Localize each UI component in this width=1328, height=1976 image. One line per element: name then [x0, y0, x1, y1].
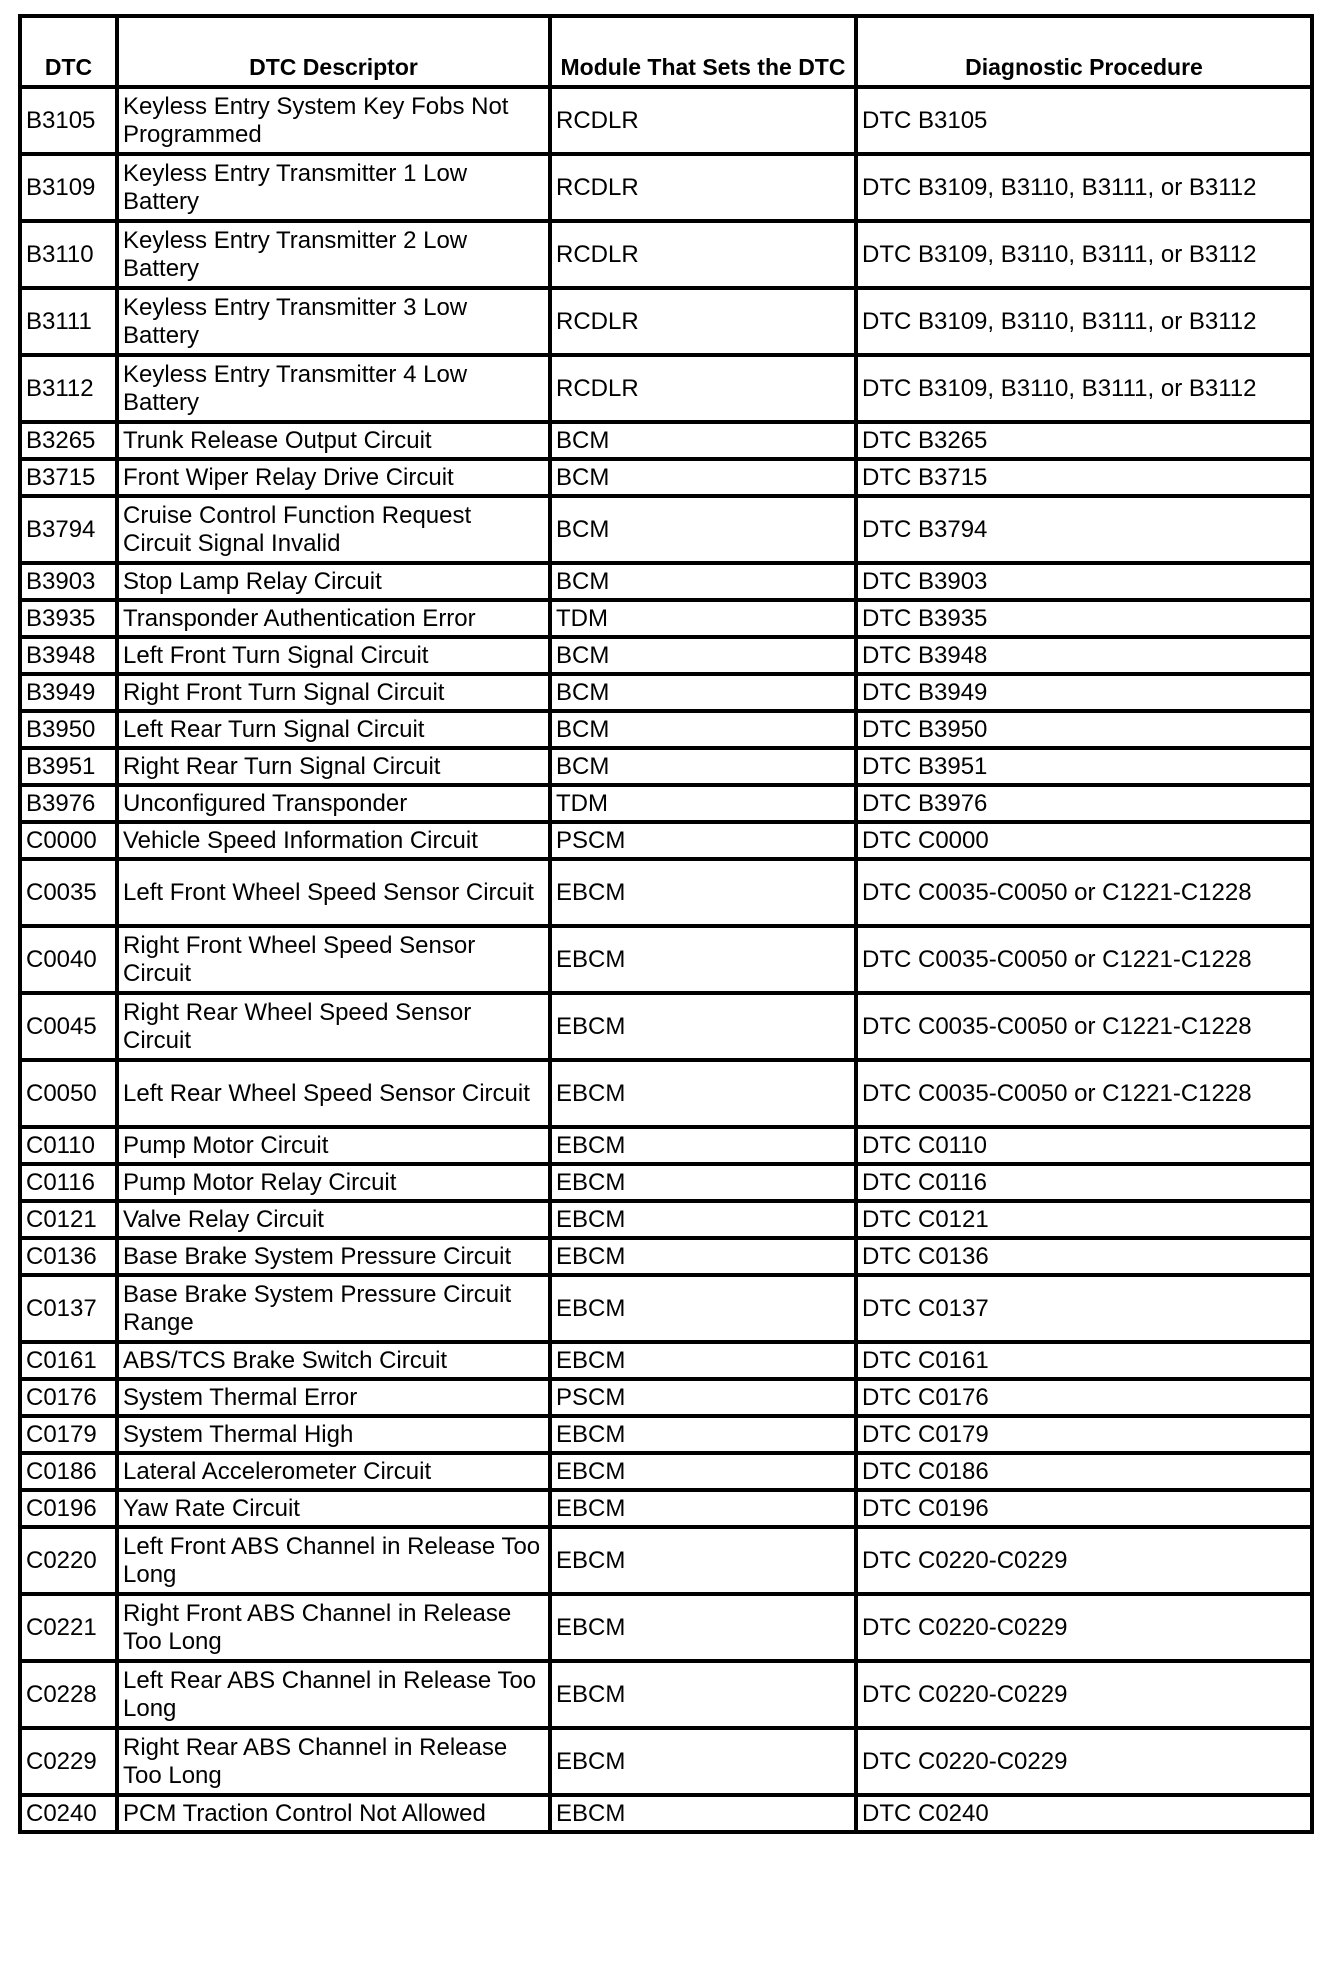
dtc-descriptor-cell: Trunk Release Output Circuit: [117, 422, 550, 459]
module-cell: EBCM: [550, 859, 856, 926]
table-row: [20, 221, 1312, 288]
dtc-descriptor-cell: Keyless Entry Transmitter 4 Low Battery: [117, 355, 550, 422]
dtc-descriptor-cell: Pump Motor Circuit: [117, 1127, 550, 1164]
dtc-code-cell: C0196: [20, 1490, 117, 1527]
dtc-descriptor-cell: Left Front ABS Channel in Release Too Long: [117, 1527, 550, 1594]
diagnostic-procedure-cell: DTC C0176: [856, 1379, 1312, 1416]
diagnostic-procedure-cell: DTC C0035-C0050 or C1221-C1228: [856, 1060, 1312, 1127]
module-cell: RCDLR: [550, 221, 856, 288]
header-row: [20, 16, 1312, 87]
dtc-code-cell: C0220: [20, 1527, 117, 1594]
dtc-code-cell: C0221: [20, 1594, 117, 1661]
table-row: [20, 563, 1312, 600]
table-row: [20, 1453, 1312, 1490]
module-cell: EBCM: [550, 1661, 856, 1728]
table-row: [20, 1661, 1312, 1728]
dtc-code-cell: C0110: [20, 1127, 117, 1164]
dtc-code-cell: B3948: [20, 637, 117, 674]
dtc-descriptor-cell: Keyless Entry Transmitter 1 Low Battery: [117, 154, 550, 221]
dtc-descriptor-cell: System Thermal Error: [117, 1379, 550, 1416]
diagnostic-procedure-cell: DTC C0240: [856, 1795, 1312, 1832]
table-row: [20, 859, 1312, 926]
table-row: [20, 1164, 1312, 1201]
diagnostic-procedure-cell: DTC B3105: [856, 87, 1312, 154]
dtc-table-container: [18, 14, 1310, 1834]
diagnostic-procedure-cell: DTC C0196: [856, 1490, 1312, 1527]
table-row: [20, 1127, 1312, 1164]
module-cell: RCDLR: [550, 87, 856, 154]
diagnostic-procedure-cell: DTC C0000: [856, 822, 1312, 859]
table-row: [20, 637, 1312, 674]
module-cell: EBCM: [550, 1342, 856, 1379]
diagnostic-procedure-cell: DTC C0136: [856, 1238, 1312, 1275]
table-row: [20, 154, 1312, 221]
diagnostic-procedure-cell: DTC C0161: [856, 1342, 1312, 1379]
dtc-descriptor-cell: Yaw Rate Circuit: [117, 1490, 550, 1527]
dtc-descriptor-cell: PCM Traction Control Not Allowed: [117, 1795, 550, 1832]
diagnostic-procedure-cell: DTC C0116: [856, 1164, 1312, 1201]
module-cell: EBCM: [550, 1201, 856, 1238]
module-cell: BCM: [550, 748, 856, 785]
diagnostic-procedure-cell: DTC B3109, B3110, B3111, or B3112: [856, 221, 1312, 288]
table-row: [20, 1795, 1312, 1832]
table-row: [20, 993, 1312, 1060]
diagnostic-procedure-cell: DTC C0035-C0050 or C1221-C1228: [856, 926, 1312, 993]
diagnostic-procedure-cell: DTC C0220-C0229: [856, 1527, 1312, 1594]
diagnostic-procedure-cell: DTC B3951: [856, 748, 1312, 785]
table-row: [20, 1490, 1312, 1527]
dtc-descriptor-cell: Left Front Wheel Speed Sensor Circuit: [117, 859, 550, 926]
table-row: [20, 1342, 1312, 1379]
dtc-code-cell: C0040: [20, 926, 117, 993]
dtc-descriptor-cell: ABS/TCS Brake Switch Circuit: [117, 1342, 550, 1379]
dtc-descriptor-cell: Left Rear Turn Signal Circuit: [117, 711, 550, 748]
dtc-descriptor-cell: Right Rear ABS Channel in Release Too Long: [117, 1728, 550, 1795]
diagnostic-procedure-cell: DTC B3949: [856, 674, 1312, 711]
table-row: [20, 926, 1312, 993]
diagnostic-procedure-cell: DTC B3794: [856, 496, 1312, 563]
table-row: [20, 1594, 1312, 1661]
diagnostic-procedure-cell: DTC C0121: [856, 1201, 1312, 1238]
dtc-descriptor-cell: Keyless Entry System Key Fobs Not Programmed: [117, 87, 550, 154]
dtc-descriptor-cell: Transponder Authentication Error: [117, 600, 550, 637]
module-cell: EBCM: [550, 1453, 856, 1490]
dtc-code-cell: C0035: [20, 859, 117, 926]
dtc-descriptor-cell: Cruise Control Function Request Circuit Signal Invalid: [117, 496, 550, 563]
dtc-code-cell: C0045: [20, 993, 117, 1060]
dtc-code-cell: C0228: [20, 1661, 117, 1728]
dtc-code-cell: C0116: [20, 1164, 117, 1201]
module-cell: BCM: [550, 563, 856, 600]
dtc-descriptor-cell: Keyless Entry Transmitter 3 Low Battery: [117, 288, 550, 355]
table-row: [20, 355, 1312, 422]
diagnostic-procedure-cell: DTC C0220-C0229: [856, 1728, 1312, 1795]
table-row: [20, 1201, 1312, 1238]
header-dtc: DTC: [20, 16, 117, 87]
dtc-descriptor-cell: System Thermal High: [117, 1416, 550, 1453]
dtc-descriptor-cell: Unconfigured Transponder: [117, 785, 550, 822]
dtc-descriptor-cell: Left Rear ABS Channel in Release Too Long: [117, 1661, 550, 1728]
dtc-descriptor-cell: Base Brake System Pressure Circuit Range: [117, 1275, 550, 1342]
dtc-code-cell: C0121: [20, 1201, 117, 1238]
module-cell: EBCM: [550, 1416, 856, 1453]
header-dtc-descriptor: DTC Descriptor: [117, 16, 550, 87]
table-row: [20, 459, 1312, 496]
header-module: Module That Sets the DTC: [550, 16, 856, 87]
dtc-descriptor-cell: Front Wiper Relay Drive Circuit: [117, 459, 550, 496]
dtc-descriptor-cell: Left Rear Wheel Speed Sensor Circuit: [117, 1060, 550, 1127]
diagnostic-procedure-cell: DTC B3903: [856, 563, 1312, 600]
dtc-descriptor-cell: Valve Relay Circuit: [117, 1201, 550, 1238]
module-cell: BCM: [550, 422, 856, 459]
dtc-code-cell: B3935: [20, 600, 117, 637]
module-cell: BCM: [550, 496, 856, 563]
dtc-descriptor-cell: Base Brake System Pressure Circuit: [117, 1238, 550, 1275]
table-row: [20, 1275, 1312, 1342]
dtc-descriptor-cell: Right Front ABS Channel in Release Too Long: [117, 1594, 550, 1661]
diagnostic-procedure-cell: DTC B3976: [856, 785, 1312, 822]
module-cell: TDM: [550, 785, 856, 822]
module-cell: TDM: [550, 600, 856, 637]
module-cell: EBCM: [550, 1527, 856, 1594]
dtc-code-cell: C0176: [20, 1379, 117, 1416]
dtc-descriptor-cell: Right Rear Turn Signal Circuit: [117, 748, 550, 785]
table-row: [20, 496, 1312, 563]
module-cell: EBCM: [550, 1594, 856, 1661]
diagnostic-procedure-cell: DTC B3109, B3110, B3111, or B3112: [856, 288, 1312, 355]
module-cell: RCDLR: [550, 355, 856, 422]
diagnostic-procedure-cell: DTC B3950: [856, 711, 1312, 748]
dtc-code-cell: B3951: [20, 748, 117, 785]
dtc-code-cell: B3112: [20, 355, 117, 422]
dtc-code-cell: C0136: [20, 1238, 117, 1275]
table-row: [20, 1379, 1312, 1416]
dtc-code-cell: C0240: [20, 1795, 117, 1832]
dtc-code-cell: B3111: [20, 288, 117, 355]
dtc-code-cell: B3949: [20, 674, 117, 711]
module-cell: RCDLR: [550, 154, 856, 221]
table-row: [20, 1527, 1312, 1594]
dtc-descriptor-cell: Lateral Accelerometer Circuit: [117, 1453, 550, 1490]
diagnostic-procedure-cell: DTC B3109, B3110, B3111, or B3112: [856, 154, 1312, 221]
diagnostic-procedure-cell: DTC B3265: [856, 422, 1312, 459]
table-row: [20, 422, 1312, 459]
module-cell: EBCM: [550, 1795, 856, 1832]
dtc-code-cell: B3976: [20, 785, 117, 822]
dtc-descriptor-cell: Vehicle Speed Information Circuit: [117, 822, 550, 859]
dtc-code-cell: C0161: [20, 1342, 117, 1379]
module-cell: RCDLR: [550, 288, 856, 355]
dtc-code-cell: C0229: [20, 1728, 117, 1795]
table-row: [20, 711, 1312, 748]
table-row: [20, 288, 1312, 355]
module-cell: EBCM: [550, 993, 856, 1060]
module-cell: BCM: [550, 459, 856, 496]
header-diagnostic-procedure: Diagnostic Procedure: [856, 16, 1312, 87]
module-cell: EBCM: [550, 1164, 856, 1201]
dtc-descriptor-cell: Keyless Entry Transmitter 2 Low Battery: [117, 221, 550, 288]
module-cell: EBCM: [550, 1728, 856, 1795]
diagnostic-procedure-cell: DTC C0035-C0050 or C1221-C1228: [856, 859, 1312, 926]
dtc-code-cell: B3715: [20, 459, 117, 496]
module-cell: BCM: [550, 711, 856, 748]
dtc-descriptor-cell: Stop Lamp Relay Circuit: [117, 563, 550, 600]
diagnostic-procedure-cell: DTC C0035-C0050 or C1221-C1228: [856, 993, 1312, 1060]
diagnostic-procedure-cell: DTC C0179: [856, 1416, 1312, 1453]
module-cell: EBCM: [550, 1127, 856, 1164]
dtc-code-cell: B3105: [20, 87, 117, 154]
table-row: [20, 1238, 1312, 1275]
module-cell: EBCM: [550, 1238, 856, 1275]
table-row: [20, 600, 1312, 637]
diagnostic-procedure-cell: DTC C0186: [856, 1453, 1312, 1490]
diagnostic-procedure-cell: DTC C0110: [856, 1127, 1312, 1164]
table-row: [20, 674, 1312, 711]
table-row: [20, 785, 1312, 822]
dtc-descriptor-cell: Pump Motor Relay Circuit: [117, 1164, 550, 1201]
diagnostic-procedure-cell: DTC C0137: [856, 1275, 1312, 1342]
dtc-code-cell: B3903: [20, 563, 117, 600]
dtc-code-cell: C0000: [20, 822, 117, 859]
module-cell: BCM: [550, 674, 856, 711]
module-cell: EBCM: [550, 1490, 856, 1527]
dtc-code-cell: B3950: [20, 711, 117, 748]
table-row: [20, 822, 1312, 859]
dtc-descriptor-cell: Right Rear Wheel Speed Sensor Circuit: [117, 993, 550, 1060]
dtc-code-cell: B3794: [20, 496, 117, 563]
module-cell: EBCM: [550, 1060, 856, 1127]
diagnostic-procedure-cell: DTC B3948: [856, 637, 1312, 674]
diagnostic-procedure-cell: DTC B3715: [856, 459, 1312, 496]
dtc-table: [18, 14, 1314, 1834]
diagnostic-procedure-cell: DTC B3935: [856, 600, 1312, 637]
dtc-code-cell: C0050: [20, 1060, 117, 1127]
table-row: [20, 1060, 1312, 1127]
dtc-code-cell: B3110: [20, 221, 117, 288]
table-row: [20, 1728, 1312, 1795]
dtc-code-cell: B3109: [20, 154, 117, 221]
table-row: [20, 1416, 1312, 1453]
diagnostic-procedure-cell: DTC C0220-C0229: [856, 1594, 1312, 1661]
table-row: [20, 748, 1312, 785]
module-cell: BCM: [550, 637, 856, 674]
dtc-descriptor-cell: Right Front Turn Signal Circuit: [117, 674, 550, 711]
dtc-descriptor-cell: Right Front Wheel Speed Sensor Circuit: [117, 926, 550, 993]
dtc-descriptor-cell: Left Front Turn Signal Circuit: [117, 637, 550, 674]
dtc-code-cell: C0186: [20, 1453, 117, 1490]
module-cell: PSCM: [550, 822, 856, 859]
module-cell: EBCM: [550, 1275, 856, 1342]
diagnostic-procedure-cell: DTC C0220-C0229: [856, 1661, 1312, 1728]
diagnostic-procedure-cell: DTC B3109, B3110, B3111, or B3112: [856, 355, 1312, 422]
dtc-code-cell: B3265: [20, 422, 117, 459]
table-row: [20, 87, 1312, 154]
dtc-code-cell: C0179: [20, 1416, 117, 1453]
dtc-code-cell: C0137: [20, 1275, 117, 1342]
module-cell: PSCM: [550, 1379, 856, 1416]
module-cell: EBCM: [550, 926, 856, 993]
